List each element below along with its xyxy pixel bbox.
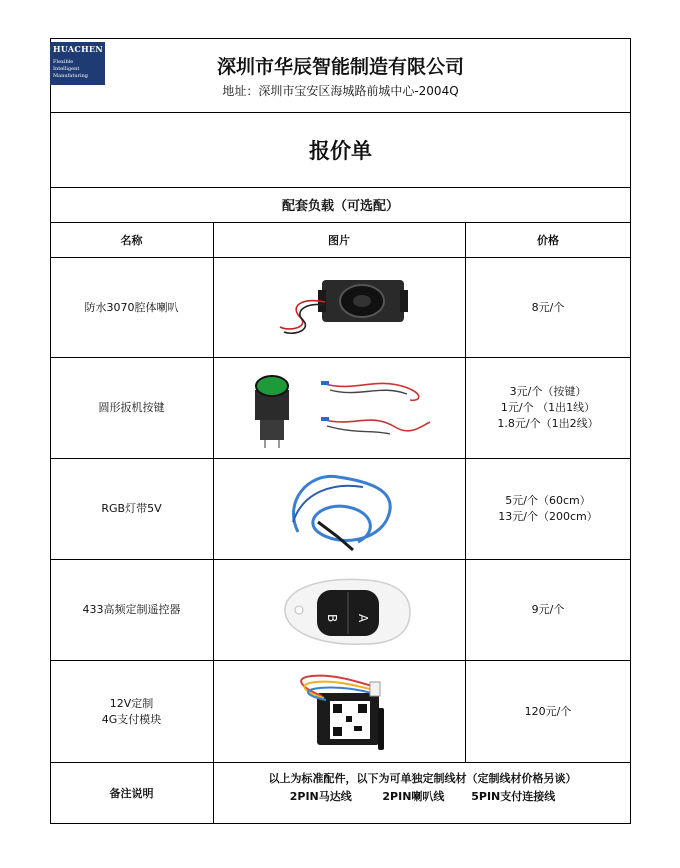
item-price: 1元/个 （1出1线） xyxy=(500,401,596,414)
qr-finder xyxy=(333,727,342,736)
notes-line-1: 以上为标准配件，以下为可单独定制线材（定制线材价格另谈） xyxy=(268,772,577,785)
item-price: 3元/个（按键） xyxy=(509,385,587,398)
logo-line-1: Flexible xyxy=(53,59,74,65)
speaker-tab-right xyxy=(400,290,408,312)
remote-control-picture xyxy=(265,572,415,652)
button-green-cap xyxy=(256,376,288,396)
table-row-name xyxy=(50,459,213,559)
item-name: RGB灯带5V xyxy=(101,502,162,515)
qr-module xyxy=(354,726,362,731)
divider-header xyxy=(50,112,631,113)
rgb-strip-picture xyxy=(278,462,408,554)
table-row-name xyxy=(50,560,213,660)
module-antenna xyxy=(378,708,384,750)
speaker-center xyxy=(353,295,371,307)
notes-text-cell xyxy=(214,763,631,813)
notes-label: 备注说明 xyxy=(109,786,154,800)
speaker-picture xyxy=(270,272,420,347)
item-price: 9元/个 xyxy=(531,603,565,616)
section-title: 配套负载（可选配） xyxy=(281,199,399,214)
qr-module xyxy=(346,716,352,722)
col-header-picture: 图片 xyxy=(328,234,350,247)
logo-line-2: Intelligent xyxy=(53,66,80,72)
table-row-price xyxy=(465,661,631,762)
module-connector xyxy=(370,682,380,696)
trigger-button-picture xyxy=(245,372,445,452)
table-row-price xyxy=(465,358,631,458)
table-row-price xyxy=(465,258,631,357)
table-row-name xyxy=(50,358,213,458)
item-name: 433高频定制遥控器 xyxy=(82,603,181,616)
item-price: 5元/个（60cm） xyxy=(505,494,591,507)
item-name: 圆形扳机按键 xyxy=(98,401,165,414)
qr-finder xyxy=(333,704,342,713)
item-price: 1.8元/个（1出2线） xyxy=(497,417,599,430)
col-divider-1 xyxy=(213,222,214,762)
item-price: 120元/个 xyxy=(524,704,572,718)
divider-title xyxy=(50,187,631,188)
table-row-name xyxy=(50,661,213,762)
logo-line-3: Manufaturing xyxy=(53,73,89,79)
table-row-price xyxy=(465,459,631,559)
logo-brand: HUACHEN xyxy=(53,44,103,54)
company-address: 地址：深圳市宝安区海城路前城中心-2004Q xyxy=(222,84,459,98)
led-strip-coil xyxy=(293,486,363,522)
divider-section xyxy=(50,222,631,223)
button-base xyxy=(260,420,284,440)
qr-finder xyxy=(358,704,367,713)
col-header-name: 名称 xyxy=(120,234,143,247)
table-row-price xyxy=(465,560,631,660)
item-name-line-2: 4G支付模块 xyxy=(101,712,162,726)
item-price: 13元/个（200cm） xyxy=(498,510,598,523)
remote-button-b: B xyxy=(325,614,339,623)
item-name: 防水3070腔体喇叭 xyxy=(84,300,179,314)
remote-button-a: A xyxy=(356,614,370,623)
wire-terminal xyxy=(321,381,329,385)
item-name-line-1: 12V定制 xyxy=(109,696,154,710)
document-title: 报价单 xyxy=(309,139,372,163)
remote-keyring-hole xyxy=(295,606,303,614)
table-row-name xyxy=(50,258,213,357)
item-price: 8元/个 xyxy=(531,300,565,314)
wire-1x1-black xyxy=(330,390,407,394)
notes-label-cell xyxy=(50,763,213,824)
wire-terminal xyxy=(321,417,329,421)
wire-1x2-black xyxy=(327,426,390,434)
payment-module-picture xyxy=(282,668,402,756)
company-name: 深圳市华辰智能制造有限公司 xyxy=(216,56,464,78)
col-header-price: 价格 xyxy=(537,234,559,247)
notes-line-2: 2PIN马达线 2PIN喇叭线 5PIN支付连接线 xyxy=(289,790,556,803)
